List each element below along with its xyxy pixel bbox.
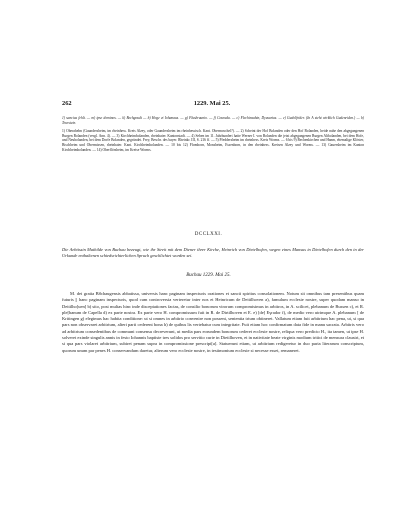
charter-paragraph: M. dei gratia Bȣchaugensis abbatissa, universis hanc paginam inspecturis orationes et sancti spiritus consolationem. Notum sit omnibus tam presentibus quam futuris || hanc paginam inspecturis, quod cum controversia verteretur inter nos et Heinricum de Deitilhoven a), famulum ecclesie nostre, super quodam manso in Deitilho[uen] b) sito, post multas hinc inde disceptationes factas, de consilio bonorum virorum compromisimus in arbitros, in A. scilicet, plebanum de Bussen c), et R. ple[banum de Capella d) ex parte nostra. Ex parte vero H. compromissum fuit in R. de Dirtilhoven et E. e) [de] Eγrador f), de medio vero utrimque A. plebanum [ de Kritingen g) elegimus hac habita conditione: ut si omnes in arbitrio convenire non possent, sententia trium obtineret. Vallatum etiam fuit arbitrium hac pena, ut, si qua pars non observaret arbitrium, alteri parti cederent bona h) de quibus lis vertebatur cum integritate. Fuit etiam hoc confirmatum data fide in manu sacrata. Arbitris vero ad arbitrium consedentibus de communi consensu decreverunt, ut media pars eorundem bonorum cederet ecclesie nostre, reliqua vero predicto H., ita tamen, ut ipse H. solveret exinde singulis annis in festo Iohannis baptiste tres solidos pro servitio curie in Dietilhoven, et in nativitate beate virginis modium tritici de mensura claustri, et si qua pars violaret arbitrium, subiret penam supra in compromissione prescript[a]. Statuerunt etiam, ut arbitrium redigeretur in duo paria literarum conscriptum, quorum unum par penes H. conservandum daretur, alterum vero ecclesie nostre, in testimonium ecclesie si necesse esset, remaneret. — [62, 291, 364, 353]
page-header — [62, 100, 362, 110]
header-date: 1229. Mai 25. — [193, 100, 231, 107]
document-summary: Die Aebtissin Mathilde von Buchau bezeugt, wie ihr Streit mit dem Diener ihrer Kirche, Heinrich von Dietelhofen, wegen eines Mansus in Dietelhofen durch den in der Urkunde enthaltenen schiedsrichterlichen Spruch geschlichtet worden sei. — [62, 247, 364, 259]
place-and-date: Buchau 1229. Mai 25. — [186, 273, 231, 278]
textual-footnotes: 1) sancius fehlt. — m) ipse dominos. — k) Bechgoudt — h) Hoge et Iohanaus. — g) Flusbruunio. — f) Couruda. — c) Flechinsahin, Dyusarias. — e) Gudolfrider. (In A steht wirklich Gudenriden.) — b) Teurstein. — [62, 116, 364, 125]
editorial-remarks: 1) Oberahelm (Gaundersheim, im rheinhess. Kreis Alzey, oder Gaundersheim im rheinhessisch. Kant. Obermoschel?). — 2) Scheint der Hof Bolanden oder den Hof Bolanden, heide nahe den abgegangenen Burgen Bolanden (vergl. Ann. 4). — 3) Kirchheimbolanden, rheinbaier. Kantonstadt. — 4) Seben im 11. Jahrhundert hatte Werner I. von Bolanden die jetzt abgegangenen Burgen Altbolanden, bei dem Hofe, und Neubolanden, bei dem Dorfe Bolanden, gegründet. Frey, Beschr. des bayer. Rheinkr. III, S. 216 ff. — 5) Pfeddersheim im rheinhess. Kreis Worms. — 6 bis 9) Bechenkirchen und Hanm, ehemalige Klöster, Bischheim und Obermissen, rheinbaier. Kant. Kirchheimbolanden. — 10 bis 12) Flomborn, Monsheim, Essenborn, in den rheinhess. Kreisen Alzey und Worms. — 13) Gauersheim im Kanton Kirchheimbolanden. — 14) Oberflörsheim, im Kreise Worms. — [62, 129, 364, 152]
charter-text — [62, 291, 364, 354]
document-number: DCCLXXI. — [194, 232, 223, 237]
page-number: 262 — [62, 100, 72, 107]
